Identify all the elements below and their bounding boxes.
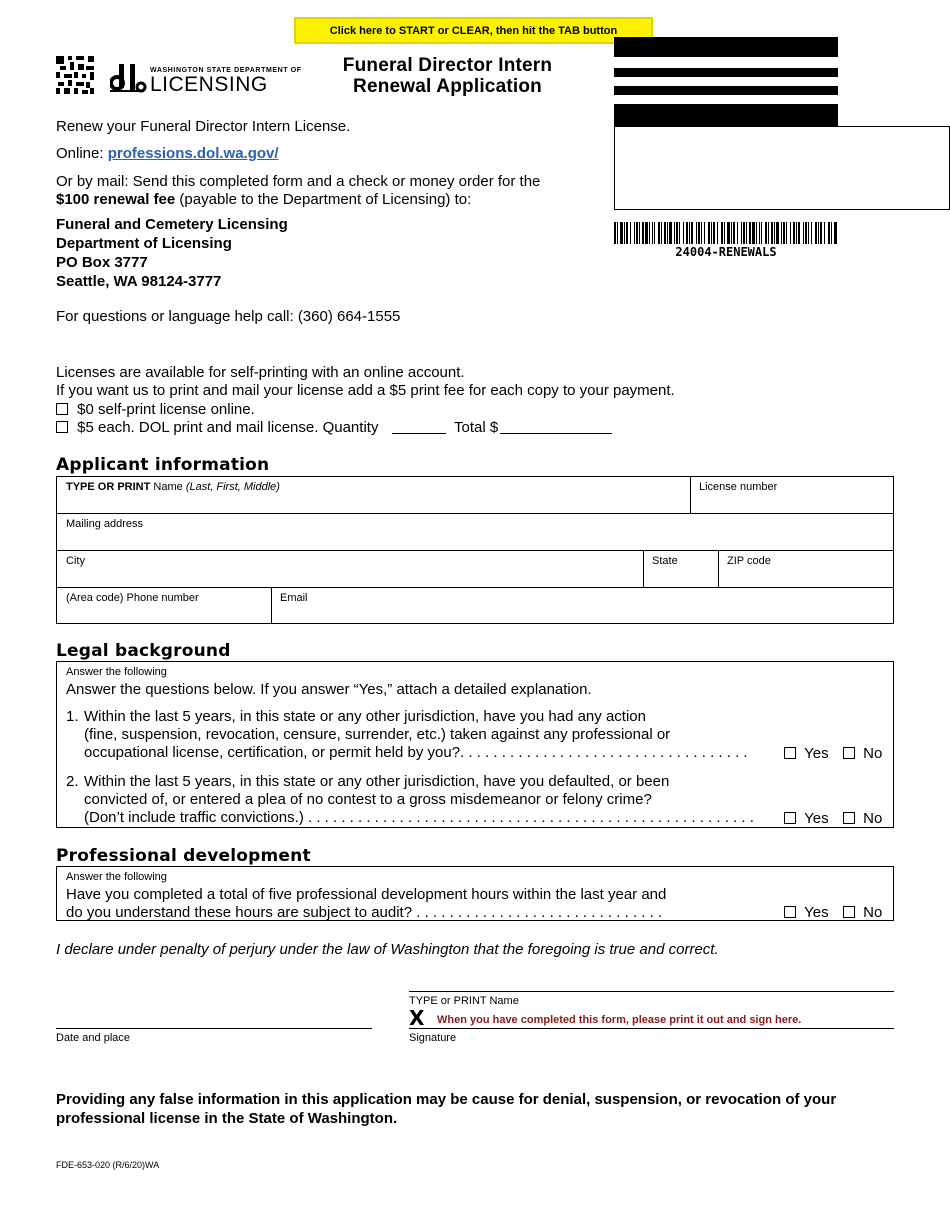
phone-field[interactable]: (Area code) Phone number (66, 592, 199, 604)
question-2-no: No (843, 810, 882, 827)
mailing-address-block: Funeral and Cemetery Licensing Department of Licensing PO Box 3777 Seattle, WA 98124-3777 (56, 216, 288, 290)
legal-instructions: Answer the questions below. If you answer “Yes,” attach a detailed explanation. (66, 681, 592, 698)
question-2-yes: Yes (784, 810, 829, 827)
prof-dev-yes-checkbox[interactable] (784, 906, 796, 918)
applicant-table (56, 476, 894, 624)
state-field[interactable]: State (652, 555, 678, 567)
barcode-icon (614, 222, 838, 244)
license-number-field[interactable]: License number (699, 481, 778, 493)
zip-field[interactable]: ZIP code (727, 555, 771, 567)
sign-note: When you have completed this form, please print it out and sign here. (437, 1014, 802, 1026)
question-1: Within the last 5 years, in this state or any other jurisdiction, have you had any action (fine, suspension, revocation, censure, surrender, etc.) taken against any professional or occupational license, certification, or permit held by you?. . . . . . . . . . . . . . . . . . . . . . . . . . . . . . . . . . . (84, 708, 748, 761)
legal-heading: Legal background (56, 641, 231, 661)
redaction-bar (614, 68, 838, 77)
page-title: Funeral Director Intern Renewal Application (342, 55, 553, 97)
start-clear-button[interactable]: Click here to START or CLEAR, then hit the TAB button (294, 17, 653, 44)
print-name-field[interactable] (409, 991, 894, 992)
question-1-no: No (843, 745, 882, 762)
self-print-checkbox[interactable] (56, 403, 68, 415)
prof-dev-box (56, 866, 894, 921)
question-2-number: 2. (66, 773, 79, 790)
question-1-no-checkbox[interactable] (843, 747, 855, 759)
question-1-yes: Yes (784, 745, 829, 762)
redaction-bar (614, 86, 838, 95)
applicant-heading: Applicant information (56, 455, 270, 475)
email-field[interactable]: Email (280, 592, 308, 604)
signature-x-mark: X (409, 1006, 425, 1030)
redaction-bar (614, 37, 838, 57)
dol-logo-icon (110, 62, 148, 94)
mail-instructions: Or by mail: Send this completed form and a check or money order for the $100 renewal fee (payable to the Department of Licensing) to: (56, 173, 541, 208)
online-link[interactable]: professions.dol.wa.gov/ (107, 145, 279, 162)
prof-dev-heading: Professional development (56, 846, 311, 866)
total-input[interactable] (500, 433, 612, 434)
prof-dev-yes: Yes (784, 904, 829, 921)
barcode-text: 24004-RENEWALS (675, 245, 777, 259)
office-use-box (614, 126, 950, 210)
agency-name-logo: LICENSING (150, 73, 268, 96)
date-place-label: Date and place (56, 1032, 130, 1044)
question-2: Within the last 5 years, in this state or any other jurisdiction, have you defaulted, or been convicted of, or entered a plea of no contest to a gross misdemeanor or felony crime? (Don’t include traffic convictions.) . . . . . . . . . . . . . . . . . . . . . . . . . . . . . . . . . . . . . . . . . . . . . . . . . . . . . . (84, 773, 754, 826)
form-number: FDE-653-020 (R/6/20)WA (56, 1160, 160, 1170)
redaction-bar (614, 104, 838, 126)
declaration-text: I declare under penalty of perjury under the law of Washington that the foregoing is true and correct. (56, 941, 719, 958)
help-phone-text: For questions or language help call: (360) 664-1555 (56, 308, 401, 325)
city-field[interactable]: City (66, 555, 85, 567)
question-1-number: 1. (66, 708, 79, 725)
total-label: Total $ (454, 419, 499, 436)
print-name-label: TYPE or PRINT Name (409, 995, 519, 1007)
signature-label: Signature (409, 1032, 457, 1044)
question-1-yes-checkbox[interactable] (784, 747, 796, 759)
question-2-no-checkbox[interactable] (843, 812, 855, 824)
prof-dev-no-checkbox[interactable] (843, 906, 855, 918)
signature-field[interactable] (409, 1028, 894, 1029)
question-2-yes-checkbox[interactable] (784, 812, 796, 824)
false-info-warning: Providing any false information in this application may be cause for denial, suspension, or revocation of your professional license in the State of Washington. (56, 1091, 837, 1127)
answer-label: Answer the following (66, 871, 167, 883)
quantity-input[interactable] (392, 433, 446, 434)
legal-box (56, 661, 894, 828)
mail-print-option: $5 each. DOL print and mail license. Quantity (56, 419, 378, 437)
prof-dev-no: No (843, 904, 882, 921)
mailing-address-field[interactable]: Mailing address (66, 518, 144, 530)
online-line: Online: professions.dol.wa.gov/ (56, 145, 279, 162)
prof-dev-question: Have you completed a total of five professional development hours within the last year and do you understand these hours are subject to audit? . . . . . . . . . . . . . . . . . . . . . . . . . . . . . . (66, 886, 667, 921)
agency-name-small: WASHINGTON STATE DEPARTMENT OF (150, 67, 302, 74)
print-info-line2: If you want us to print and mail your license add a $5 print fee for each copy to your payment. (56, 382, 675, 399)
name-field[interactable]: TYPE OR PRINT Name (Last, First, Middle) (66, 481, 280, 493)
mail-print-checkbox[interactable] (56, 421, 68, 433)
self-print-option: $0 self-print license online. (56, 401, 255, 419)
print-info-line1: Licenses are available for self-printing with an online account. (56, 364, 465, 381)
date-place-field[interactable] (56, 1028, 372, 1029)
renew-text: Renew your Funeral Director Intern License. (56, 118, 351, 135)
answer-label: Answer the following (66, 666, 167, 678)
qr-code-icon (56, 56, 94, 94)
